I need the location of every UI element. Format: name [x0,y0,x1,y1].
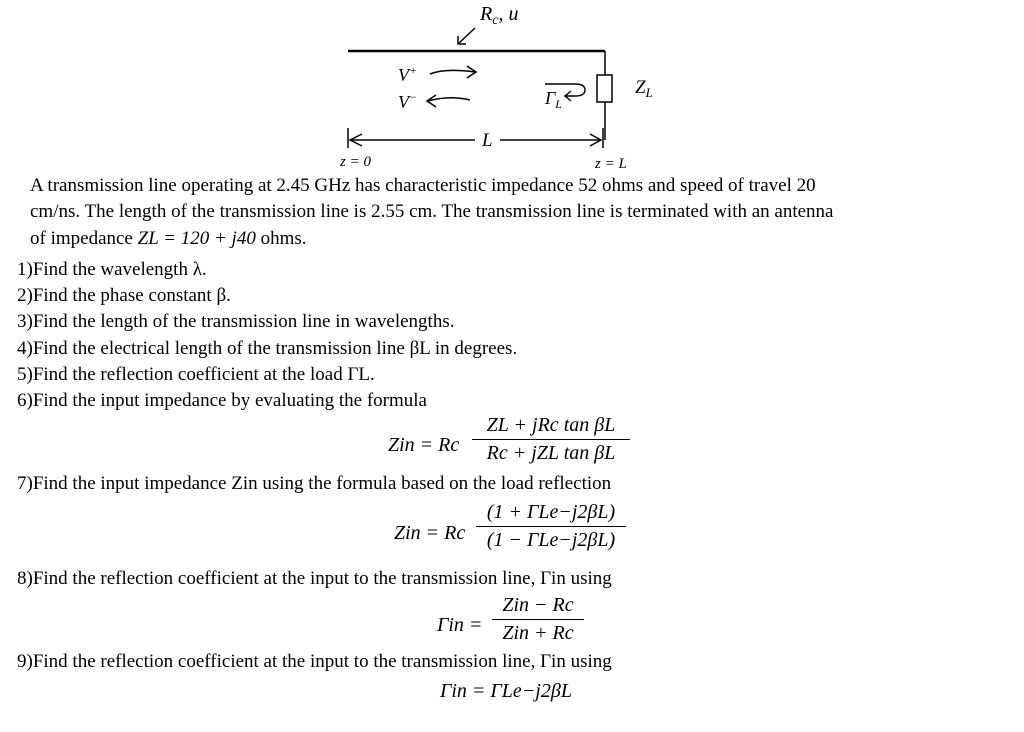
load-impedance-label: $Z_L$ [635,77,653,100]
length-dimension-arrow-icon [350,134,601,146]
question-7: 7)Find the input impedance Zin using the formula based on the load reflection [17,473,612,494]
z-l-label: z = L [595,156,627,172]
forward-wave-arrow-icon [430,66,476,78]
load-impedance-value: ZL = 120 + j40 [137,228,256,249]
question-1: 1)Find the wavelength λ. [17,259,207,280]
formula-8-numerator: Zin − Rc [502,594,574,616]
question-6: 6)Find the input impedance by evaluating the formula [17,390,427,411]
formula-6-denominator: Rc + jZL tan βL [486,442,616,464]
formula-8-denominator: Zin + Rc [502,622,574,644]
question-4: 4)Find the electrical length of the transmission line βL in degrees. [17,338,518,359]
intro-line-3: of impedance ZL = 120 + j40 ohms. [30,228,307,249]
question-9: 9)Find the reflection coefficient at the input to the transmission line, Γin using [17,651,612,672]
formula-7-numerator: (1 + ΓLe−j2βL) [486,501,616,523]
formula-8-fraction [492,594,584,645]
forward-wave-label: V+ [398,63,418,85]
formula-7-denominator: (1 − ΓLe−j2βL) [486,529,616,551]
intro-line-1: A transmission line operating at 2.45 GHz has characteristic impedance 52 ohms and speed of travel 20 [30,175,816,196]
question-2: 2)Find the phase constant β. [17,285,231,306]
question-8: 8)Find the reflection coefficient at the input to the transmission line, Γin using [17,568,612,589]
question-3: 3)Find the length of the transmission line in wavelengths. [17,311,455,332]
question-5: 5)Find the reflection coefficient at the load ΓL. [17,364,375,385]
pointer-arrow-icon [458,28,475,44]
formula-9: Γin = ΓLe−j2βL [440,680,572,702]
load-resistor [597,75,612,102]
reflected-wave-arrow-icon [427,95,470,107]
formula-7-lhs: Zin = Rc [394,522,466,544]
z-zero-label: z = 0 [340,154,371,170]
intro-line-2: cm/ns. The length of the transmission line is 2.55 cm. The transmission line is terminated with an antenna [30,201,834,222]
load-reflection-label: $\Gamma_L$ [545,88,562,111]
transmission-line-diagram [0,0,1024,180]
line-parameters-label: $R_c$, u [480,3,519,28]
reflected-wave-label: V− [398,90,418,112]
length-label: L [482,130,493,151]
formula-6-numerator: ZL + jRc tan βL [486,414,616,436]
formula-6-fraction [472,414,630,465]
formula-8-lhs: Γin = [437,614,483,636]
formula-6-lhs: Zin = Rc [388,434,460,456]
formula-7-fraction [476,501,626,552]
